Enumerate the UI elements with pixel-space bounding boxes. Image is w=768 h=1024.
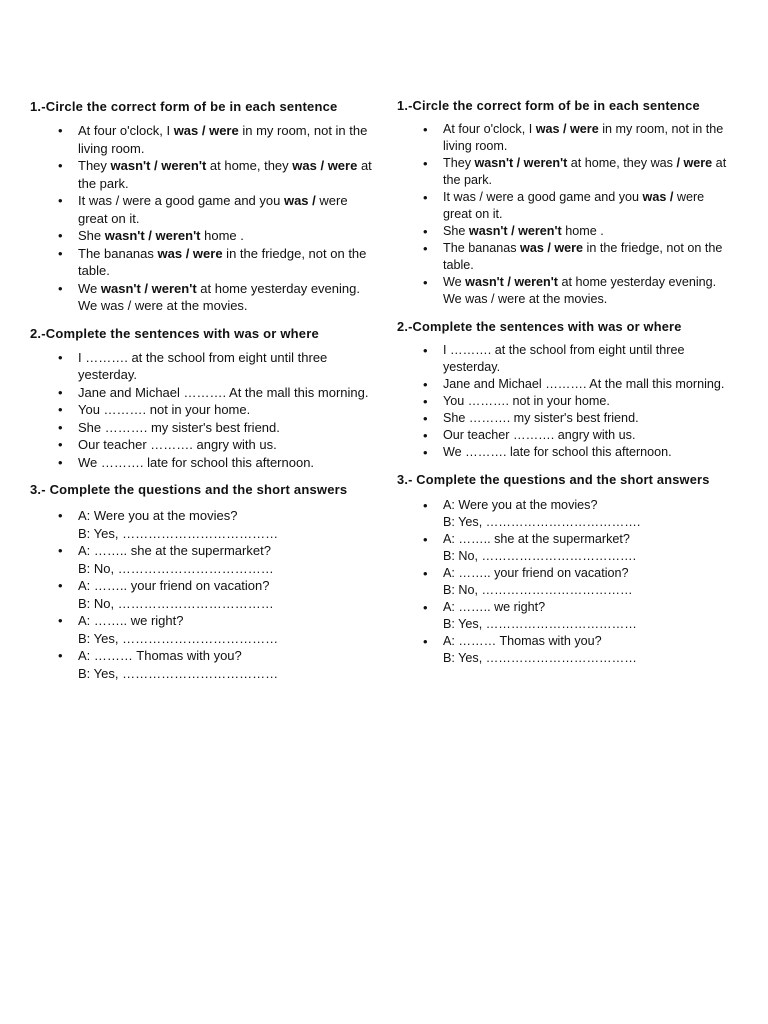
bullet-icon: •	[58, 228, 63, 243]
bullet-icon: •	[58, 123, 63, 138]
list-item: • The bananas was / were in the friedge, not on the table.	[58, 245, 367, 278]
worksheet-column-left	[30, 98, 375, 690]
list-item: • They wasn't / weren't at home, they was / were at the park.	[423, 156, 727, 187]
list-item: • A: ……… Thomas with you? B: Yes, ………………………………	[58, 648, 279, 681]
list-item: • At four o'clock, I was / were in my room, not in the living room.	[423, 122, 724, 153]
bullet-icon: •	[58, 349, 63, 365]
section-1-title: 1.-Circle the correct form of be in each sentence	[397, 98, 700, 113]
bullet-icon: •	[58, 648, 63, 663]
bullet-icon: •	[423, 394, 428, 409]
section-1-list	[397, 121, 732, 308]
bullet-icon: •	[423, 224, 428, 239]
list-item: • We wasn't / weren't at home yesterday evening. We was / were at the movies.	[423, 275, 717, 306]
bullet-icon: •	[58, 402, 63, 417]
bullet-icon: •	[423, 122, 428, 137]
bullet-icon: •	[58, 419, 63, 435]
list-item: • She wasn't / weren't home .	[58, 228, 244, 243]
bullet-icon: •	[423, 498, 428, 513]
bullet-icon: •	[58, 437, 63, 452]
worksheet-column-right	[397, 97, 732, 675]
list-item: • The bananas was / were in the friedge, not on the table.	[423, 241, 723, 272]
bullet-icon: •	[423, 377, 428, 392]
list-item: • A: ……… Thomas with you? B: Yes, ………………………………	[423, 634, 637, 665]
list-item: • I ………. at the school from eight until three yesterday.	[423, 343, 685, 374]
list-item: • Jane and Michael ………. At the mall this morning.	[423, 377, 725, 392]
bullet-icon: •	[58, 454, 63, 470]
list-item: • Our teacher ………. angry with us.	[423, 428, 636, 443]
bullet-icon: •	[58, 543, 63, 558]
section-3-list	[30, 507, 375, 682]
section-2-title: 2.-Complete the sentences with was or where	[30, 325, 319, 341]
bullet-icon: •	[423, 190, 428, 205]
list-item: • A: …….. she at the supermarket? B: No, ……………………………….	[423, 532, 637, 563]
list-item: • You ………. not in your home.	[423, 394, 610, 409]
list-item: • We ………. late for school this afternoon.	[58, 454, 315, 470]
bullet-icon: •	[58, 158, 63, 173]
bullet-icon: •	[58, 384, 63, 400]
list-item: • A: …….. your friend on vacation? B: No, ………………………………	[423, 566, 633, 597]
section-3-title: 3.- Complete the questions and the short answers	[30, 482, 348, 497]
list-item: • A: …….. we right? B: Yes, ………………………………	[423, 600, 637, 631]
list-item: • I ………. at the school from eight until three yesterday.	[58, 349, 328, 382]
bullet-icon: •	[423, 156, 428, 171]
list-item: • She ………. my sister's best friend.	[58, 419, 280, 435]
list-item: • She wasn't / weren't home .	[423, 224, 604, 239]
section-2-list	[397, 342, 732, 461]
section-2-list	[30, 349, 375, 472]
bullet-icon: •	[423, 600, 428, 615]
bullet-icon: •	[58, 508, 63, 523]
bullet-icon: •	[423, 343, 428, 358]
list-item: • You ………. not in your home.	[58, 402, 251, 417]
bullet-icon: •	[58, 280, 63, 296]
list-item: • Our teacher ………. angry with us.	[58, 437, 277, 452]
bullet-icon: •	[423, 532, 428, 547]
list-item: • A: Were you at the movies? B: Yes, ……………………………….	[423, 498, 641, 529]
list-item: • A: Were you at the movies? B: Yes, ………………………………	[58, 508, 279, 541]
section-3-title: 3.- Complete the questions and the short answers	[397, 472, 710, 487]
bullet-icon: •	[423, 445, 428, 460]
bullet-icon: •	[58, 193, 63, 208]
list-item: • A: …….. she at the supermarket? B: No, ………………………………	[58, 543, 274, 576]
bullet-icon: •	[58, 613, 63, 628]
list-item: • A: …….. your friend on vacation? B: No, ………………………………	[58, 578, 274, 611]
bullet-icon: •	[58, 578, 63, 593]
bullet-icon: •	[423, 634, 428, 649]
list-item: • We wasn't / weren't at home yesterday evening. We was / were at the movies.	[58, 280, 360, 313]
section-2-title: 2.-Complete the sentences with was or where	[397, 319, 682, 334]
list-item: • We ………. late for school this afternoon.	[423, 445, 672, 460]
list-item: • Jane and Michael ………. At the mall this morning.	[58, 384, 369, 400]
section-3-list	[397, 497, 732, 667]
bullet-icon: •	[423, 411, 428, 426]
bullet-icon: •	[423, 275, 428, 290]
bullet-icon: •	[58, 245, 63, 261]
bullet-icon: •	[423, 566, 428, 581]
list-item: • It was / were a good game and you was / were great on it.	[58, 193, 348, 226]
bullet-icon: •	[423, 428, 428, 443]
list-item: • At four o'clock, I was / were in my room, not in the living room.	[58, 123, 368, 156]
list-item: • She ………. my sister's best friend.	[423, 411, 639, 426]
list-item: • They wasn't / weren't at home, they was / were at the park.	[58, 158, 372, 191]
list-item: • A: …….. we right? B: Yes, ………………………………	[58, 613, 279, 646]
list-item: • It was / were a good game and you was / were great on it.	[423, 190, 705, 221]
section-1-title: 1.-Circle the correct form of be in each sentence	[30, 99, 338, 114]
bullet-icon: •	[423, 241, 428, 256]
section-1-list	[30, 122, 375, 315]
